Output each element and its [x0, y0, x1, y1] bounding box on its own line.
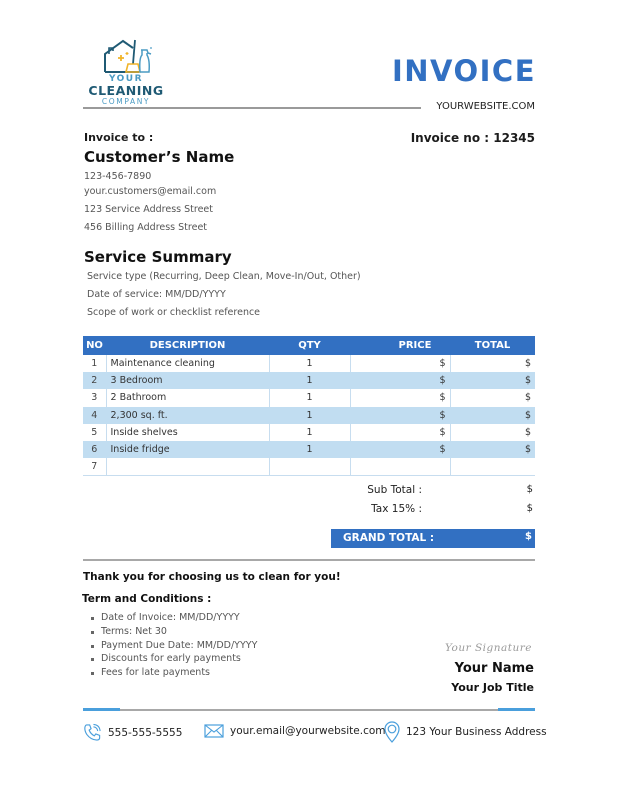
footer-divider [83, 709, 535, 711]
header-price: PRICE [350, 336, 450, 355]
map-pin-icon [384, 721, 400, 743]
terms-list [101, 612, 257, 681]
tax-label: Tax 15% : [371, 503, 422, 515]
footer-email[interactable] [204, 723, 386, 739]
cell-description [106, 458, 269, 475]
table-header-row [83, 336, 535, 355]
invoice-title: INVOICE [391, 54, 536, 88]
signature: Your Signature [445, 642, 532, 654]
table-row [83, 407, 535, 424]
customer-email: your.customers@email.com [84, 186, 217, 197]
envelope-icon [204, 723, 224, 739]
section-divider [83, 559, 535, 561]
table-row [83, 441, 535, 458]
cell-qty: 1 [269, 407, 350, 424]
cell-price: $ [350, 407, 450, 424]
terms-item: Fees for late payments [101, 667, 257, 681]
items-table [83, 336, 535, 476]
cell-no: 2 [83, 372, 106, 389]
service-summary-title: Service Summary [84, 248, 232, 266]
phone-icon [83, 723, 102, 742]
footer-email-text: your.email@yourwebsite.com [230, 725, 386, 737]
company-logo [86, 38, 166, 106]
customer-service-address: 123 Service Address Street [84, 204, 214, 215]
cell-no: 6 [83, 441, 106, 458]
cell-description: 3 Bedroom [106, 372, 269, 389]
cell-qty: 1 [269, 372, 350, 389]
terms-item: Discounts for early payments [101, 653, 257, 667]
logo-text-company: COMPANY [101, 97, 151, 106]
cell-total: $ [450, 441, 535, 458]
logo-text-your: YOUR [108, 74, 144, 84]
table-row [83, 424, 535, 441]
signer-job-title: Your Job Title [451, 681, 534, 694]
signer-name: Your Name [454, 661, 534, 676]
cell-no: 1 [91, 358, 98, 370]
subtotal-value: $ [526, 484, 533, 495]
cell-no: 3 [91, 392, 98, 404]
table-row [83, 389, 535, 406]
header-description: DESCRIPTION [106, 336, 269, 355]
service-date: Date of service: MM/DD/YYYY [87, 289, 226, 300]
grand-total-label: GRAND TOTAL : [343, 532, 435, 544]
footer-address-text: 123 Your Business Address [406, 726, 547, 738]
footer-phone[interactable] [83, 723, 182, 742]
customer-name: Customer’s Name [84, 148, 235, 166]
terms-item: Payment Due Date: MM/DD/YYYY [101, 640, 257, 654]
cell-description: 2,300 sq. ft. [106, 407, 269, 424]
logo-text-cleaning: CLEANING [88, 83, 164, 98]
customer-phone: 123-456-7890 [84, 171, 152, 182]
footer-phone-text: 555-555-5555 [108, 726, 183, 739]
company-website[interactable]: YOURWEBSITE.COM [436, 101, 535, 112]
cell-qty: 1 [269, 441, 350, 458]
terms-item: Date of Invoice: MM/DD/YYYY [101, 612, 257, 626]
cell-total: $ [450, 389, 535, 406]
footer-accent-left [83, 708, 120, 711]
grand-total-bar [331, 529, 535, 548]
cell-qty: 1 [269, 424, 350, 441]
cell-description: Inside fridge [106, 441, 269, 458]
service-scope: Scope of work or checklist reference [87, 307, 261, 318]
cell-price: $ [350, 355, 450, 372]
cell-qty: 1 [269, 355, 350, 372]
cell-price: $ [350, 424, 450, 441]
cell-total: $ [450, 372, 535, 389]
cell-no: 7 [83, 458, 106, 475]
tax-value: $ [526, 503, 533, 514]
cell-qty: 1 [269, 389, 350, 406]
header-divider [83, 107, 421, 109]
grand-total-value: $ [525, 531, 532, 542]
cell-price: $ [350, 441, 450, 458]
cell-total: $ [450, 407, 535, 424]
terms-title: Term and Conditions : [82, 593, 212, 605]
footer-address[interactable] [384, 721, 547, 743]
table-row [83, 458, 535, 475]
cell-total: $ [450, 355, 535, 372]
cell-description: Inside shelves [106, 424, 269, 441]
cell-price: $ [350, 389, 450, 406]
cell-qty [269, 458, 350, 475]
header-no: NO [83, 336, 106, 355]
cell-description: Maintenance cleaning [106, 355, 269, 372]
invoice-number: Invoice no : 12345 [410, 131, 535, 145]
cell-no: 5 [91, 426, 98, 438]
service-type: Service type (Recurring, Deep Clean, Move-In/Out, Other) [87, 271, 361, 282]
footer-accent-right [498, 708, 535, 711]
thank-you-message: Thank you for choosing us to clean for you! [83, 571, 341, 583]
terms-item: Terms: Net 30 [101, 626, 257, 640]
cell-no: 4 [83, 407, 106, 424]
table-row [83, 372, 535, 389]
table-row [83, 355, 535, 372]
customer-billing-address: 456 Billing Address Street [84, 222, 208, 233]
invoice-to-label: Invoice to : [84, 131, 154, 144]
cell-total: $ [450, 424, 535, 441]
cell-total [450, 458, 535, 475]
header-total: TOTAL [450, 336, 535, 355]
cell-price [350, 458, 450, 475]
cell-description: 2 Bathroom [106, 389, 269, 406]
subtotal-label: Sub Total : [367, 484, 422, 496]
cell-price: $ [350, 372, 450, 389]
header-qty: QTY [269, 336, 350, 355]
house-broom-logo-icon [99, 38, 153, 74]
